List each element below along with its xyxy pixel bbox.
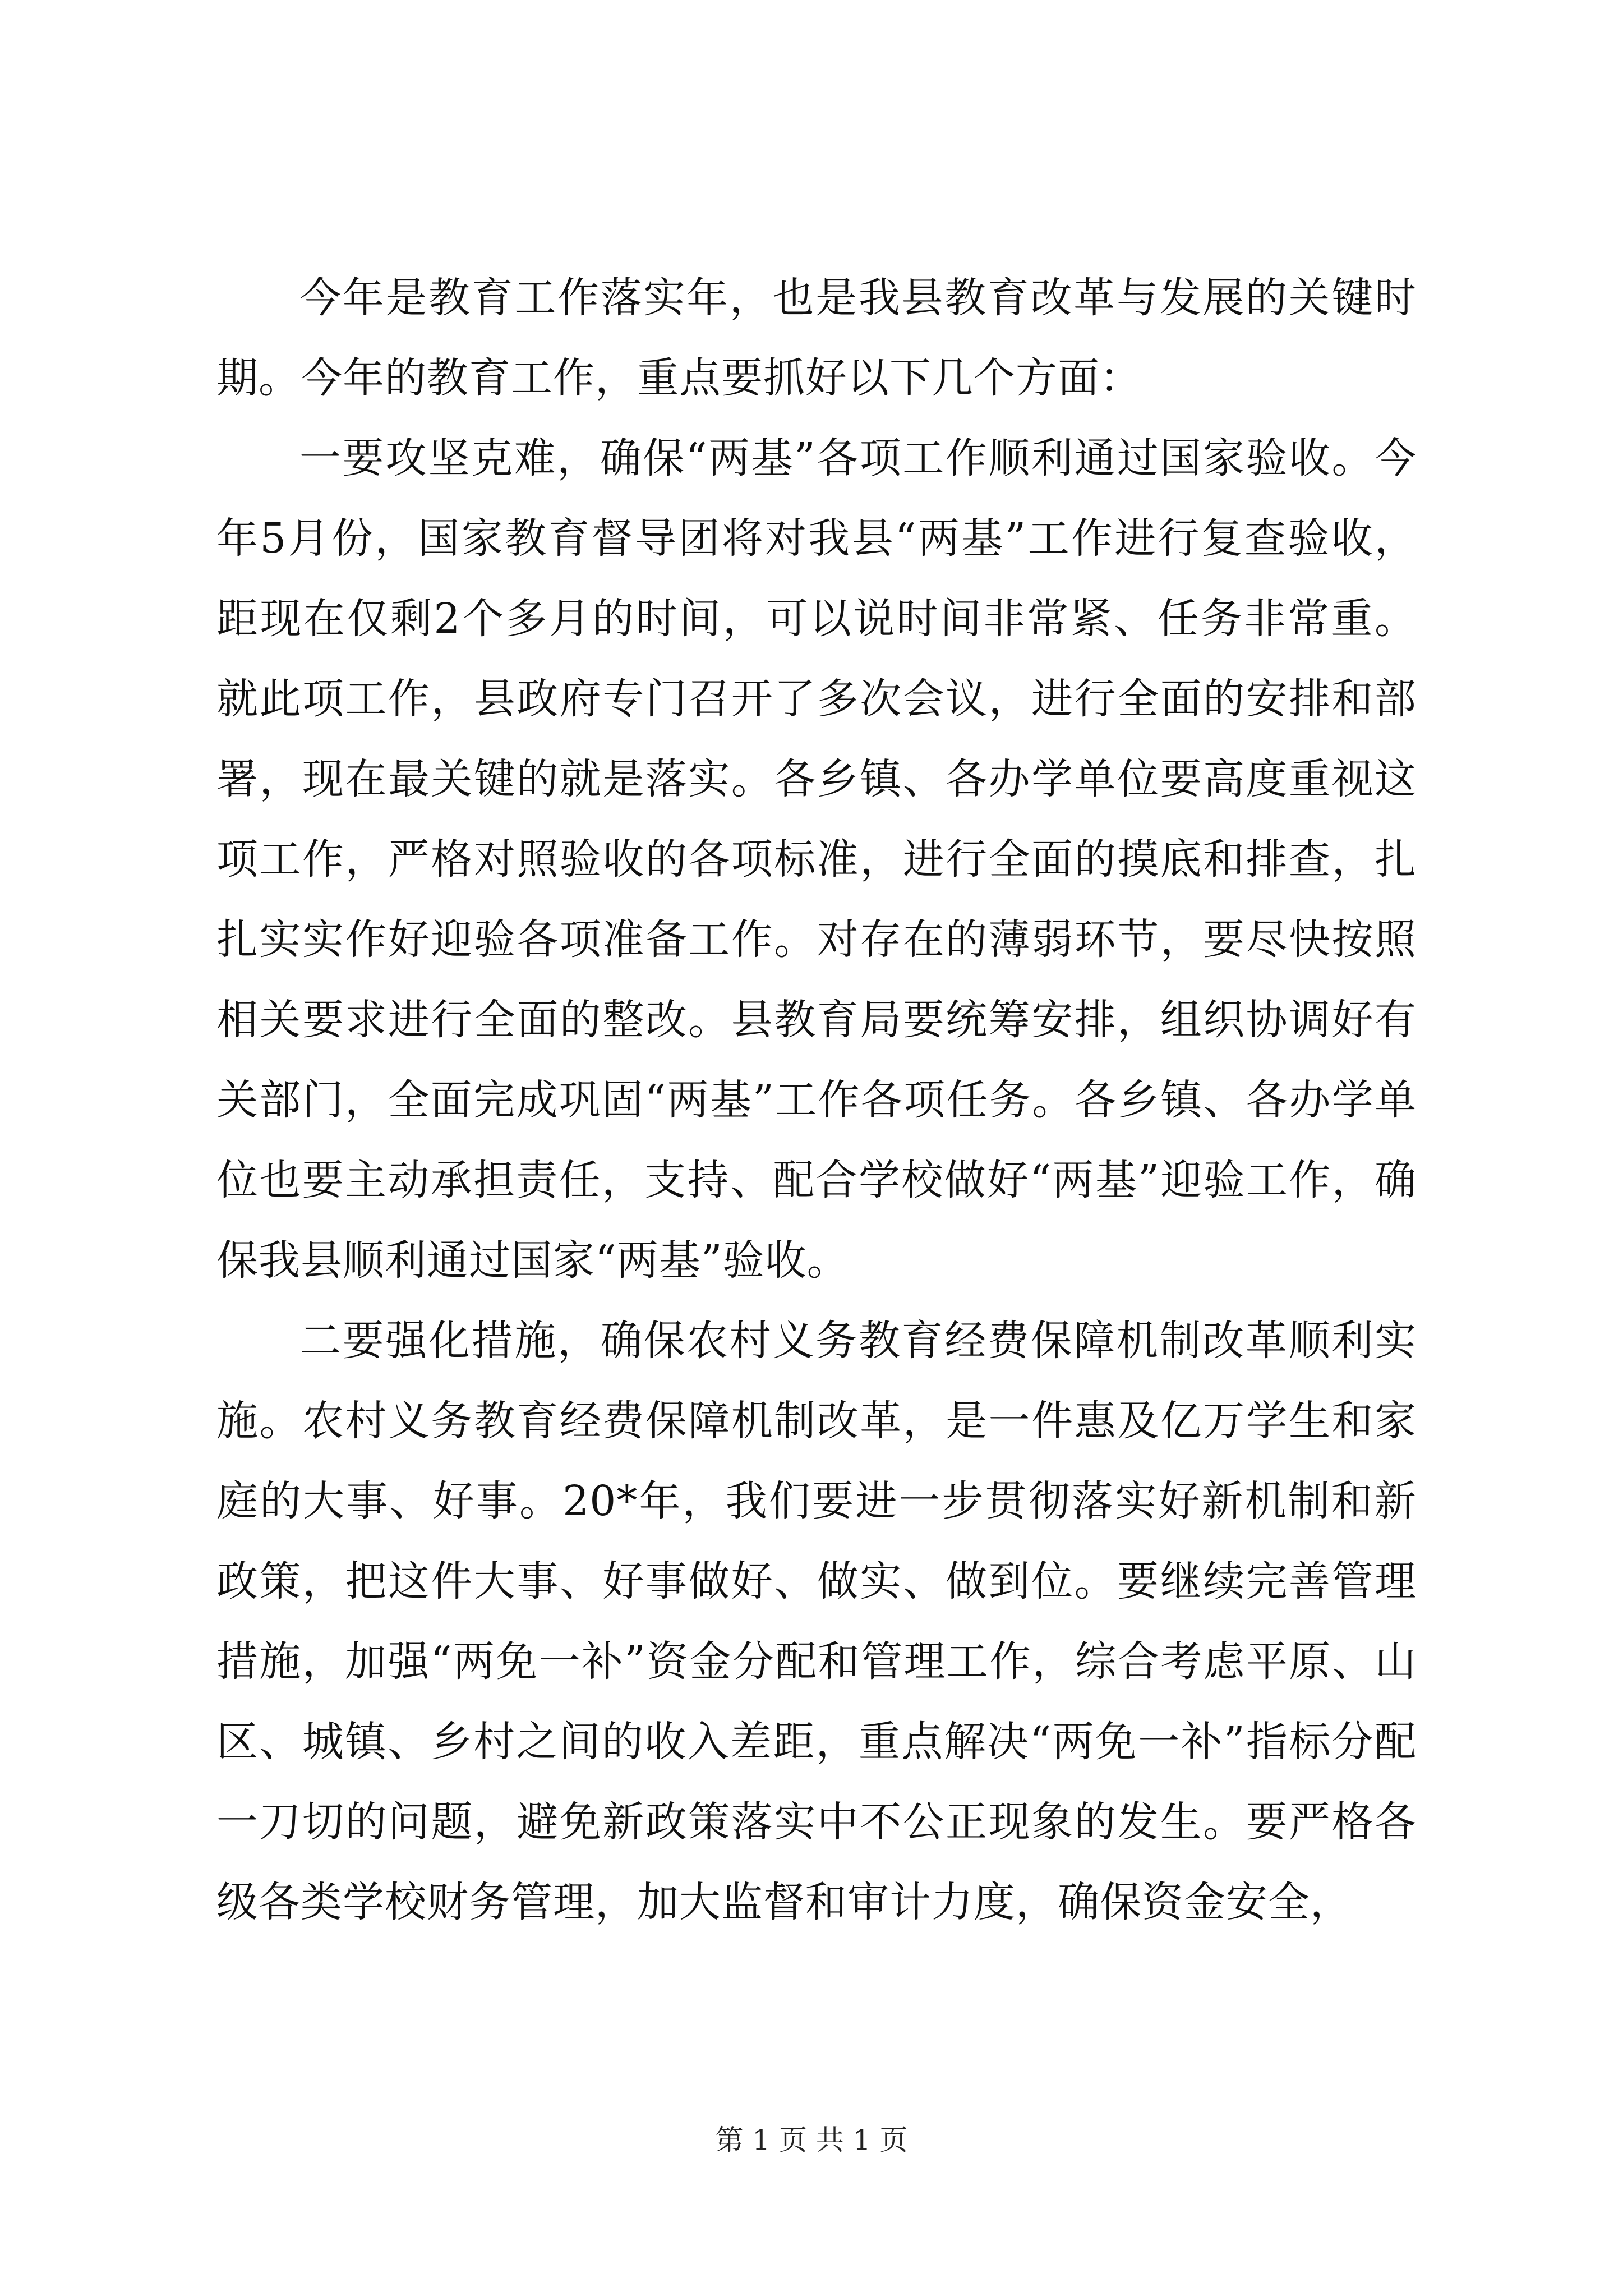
- document-body: [216, 258, 1417, 1943]
- page-footer: 第 1 页 共 1 页: [715, 2124, 908, 2156]
- paragraph-point-two: 二要强化措施，确保农村义务教育经费保障机制改革顺利实施。农村义务教育经费保障机制改革，是一件惠及亿万学生和家庭的大事、好事。20*年，我们要进一步贯彻落实好新机制和新政策，把这件大事、好事做好、做实、做到位。要继续完善管理措施，加强“两免一补”资金分配和管理工作，综合考虑平原、山区、城镇、乡村之间的收入差距，重点解决“两免一补”指标分配一刀切的问题，避免新政策落实中不公正现象的发生。要严格各级各类学校财务管理，加大监督和审计力度，确保资金安全，: [216, 1317, 1417, 1926]
- paragraph-intro: 今年是教育工作落实年，也是我县教育改革与发展的关键时期。今年的教育工作，重点要抓好以下几个方面：: [216, 274, 1417, 402]
- paragraph-point-one: 一要攻坚克难，确保“两基”各项工作顺利通过国家验收。今年5月份，国家教育督导团将对我县“两基”工作进行复查验收，距现在仅剩2个多月的时间，可以说时间非常紧、任务非常重。就此项工作，县政府专门召开了多次会议，进行全面的安排和部署，现在最关键的就是落实。各乡镇、各办学单位要高度重视这项工作，严格对照验收的各项标准，进行全面的摸底和排查，扎扎实实作好迎验各项准备工作。对存在的薄弱环节，要尽快按照相关要求进行全面的整改。县教育局要统筹安排，组织协调好有关部门，全面完成巩固“两基”工作各项任务。各乡镇、各办学单位也要主动承担责任，支持、配合学校做好“两基”迎验工作，确保我县顺利通过国家“两基”验收。: [216, 434, 1417, 1285]
